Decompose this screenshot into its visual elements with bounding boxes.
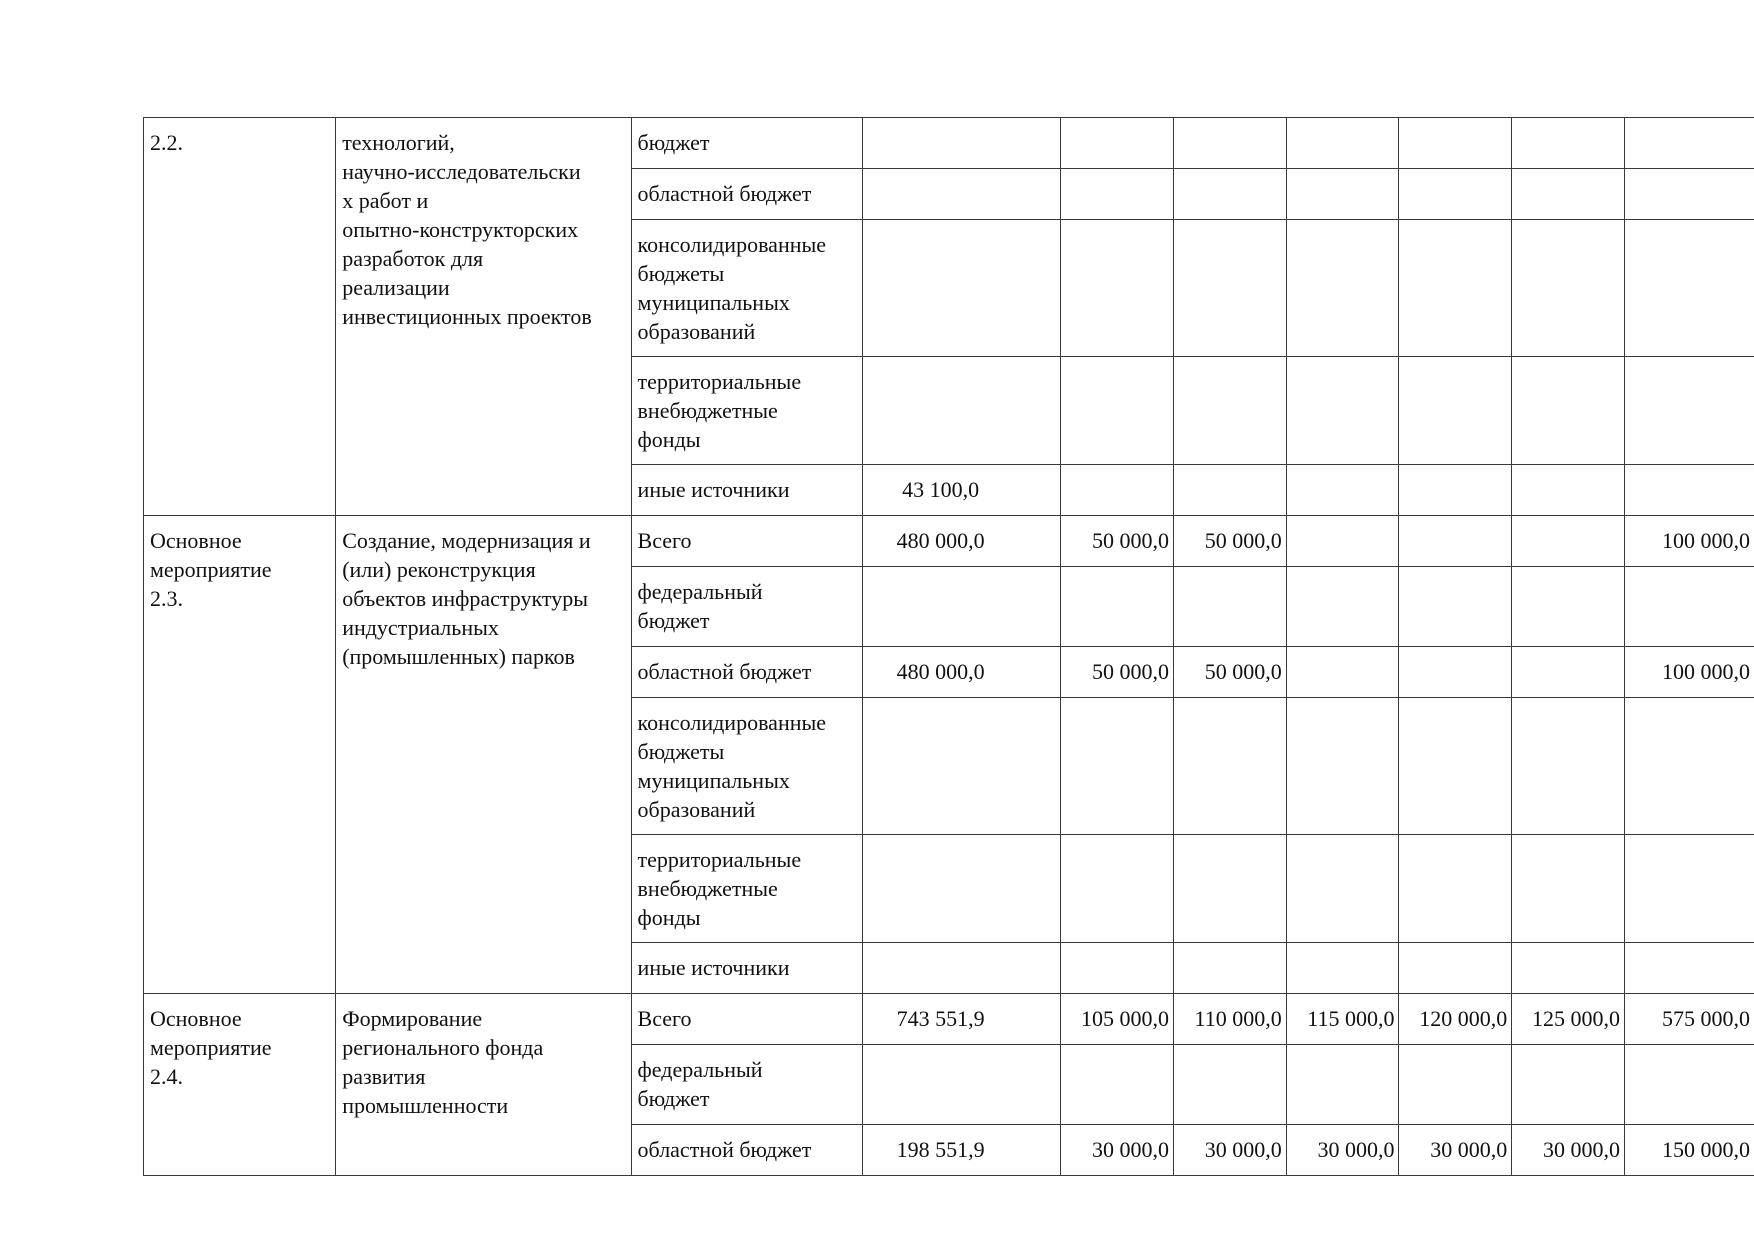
amount-cell xyxy=(1512,835,1625,943)
amount-cell xyxy=(1061,567,1174,647)
funding-source: федеральный бюджет xyxy=(631,567,863,647)
amount-cell xyxy=(1624,357,1754,465)
amount-cell xyxy=(1399,465,1512,516)
amount-cell: 50 000,0 xyxy=(1061,647,1174,698)
amount-cell: 105 000,0 xyxy=(1061,994,1174,1045)
amount-cell xyxy=(1061,698,1174,835)
amount-cell xyxy=(1512,943,1625,994)
amount-cell xyxy=(1286,943,1399,994)
amount-cell xyxy=(1173,1045,1286,1125)
funding-source: бюджет xyxy=(631,118,863,169)
funding-source: территориальные внебюджетные фонды xyxy=(631,357,863,465)
amount-cell xyxy=(1512,465,1625,516)
amount-cell: 50 000,0 xyxy=(1173,647,1286,698)
amount-cell xyxy=(1061,1045,1174,1125)
amount-cell xyxy=(1399,357,1512,465)
amount-cell xyxy=(863,169,1061,220)
amount-cell: 100 000,0 xyxy=(1624,647,1754,698)
amount-cell xyxy=(1286,357,1399,465)
amount-cell xyxy=(1286,1045,1399,1125)
measure-name: Формирование регионального фонда развития промышленности xyxy=(336,994,631,1176)
amount-cell xyxy=(1624,220,1754,357)
amount-cell xyxy=(1286,567,1399,647)
amount-cell: 125 000,0 xyxy=(1512,994,1625,1045)
amount-cell xyxy=(1512,698,1625,835)
amount-cell: 30 000,0 xyxy=(1061,1125,1174,1176)
table-row xyxy=(144,118,1754,169)
amount-cell xyxy=(1624,169,1754,220)
amount-cell xyxy=(1399,698,1512,835)
amount-cell: 30 000,0 xyxy=(1399,1125,1512,1176)
amount-cell xyxy=(1512,1045,1625,1125)
measure-code: Основное мероприятие 2.4. xyxy=(144,994,336,1176)
amount-cell xyxy=(1399,943,1512,994)
amount-cell: 150 000,0 xyxy=(1624,1125,1754,1176)
amount-cell xyxy=(1399,169,1512,220)
funding-source: иные источники xyxy=(631,465,863,516)
amount-cell xyxy=(1061,118,1174,169)
funding-source: областной бюджет xyxy=(631,647,863,698)
funding-source: федеральный бюджет xyxy=(631,1045,863,1125)
amount-cell xyxy=(1624,698,1754,835)
amount-cell xyxy=(1512,567,1625,647)
amount-cell xyxy=(863,220,1061,357)
amount-cell: 743 551,9 xyxy=(863,994,1061,1045)
amount-cell: 43 100,0 xyxy=(863,465,1061,516)
amount-cell xyxy=(1061,465,1174,516)
amount-cell xyxy=(1286,698,1399,835)
funding-source: территориальные внебюджетные фонды xyxy=(631,835,863,943)
amount-cell xyxy=(1173,943,1286,994)
measure-code: Основное мероприятие 2.3. xyxy=(144,516,336,994)
amount-cell xyxy=(863,698,1061,835)
funding-source: областной бюджет xyxy=(631,169,863,220)
amount-cell xyxy=(863,357,1061,465)
amount-cell xyxy=(1061,169,1174,220)
amount-cell xyxy=(1173,465,1286,516)
amount-cell xyxy=(1286,465,1399,516)
amount-cell xyxy=(1399,835,1512,943)
amount-cell xyxy=(863,567,1061,647)
amount-cell xyxy=(1286,118,1399,169)
amount-cell: 100 000,0 xyxy=(1624,516,1754,567)
amount-cell xyxy=(1399,220,1512,357)
amount-cell xyxy=(1173,357,1286,465)
funding-source: Всего xyxy=(631,516,863,567)
amount-cell xyxy=(1624,465,1754,516)
amount-cell xyxy=(1286,516,1399,567)
amount-cell xyxy=(1624,118,1754,169)
amount-cell xyxy=(1512,357,1625,465)
amount-cell xyxy=(1512,220,1625,357)
amount-cell xyxy=(1173,698,1286,835)
amount-cell xyxy=(1061,220,1174,357)
amount-cell xyxy=(1512,647,1625,698)
amount-cell xyxy=(1399,567,1512,647)
amount-cell xyxy=(1512,516,1625,567)
amount-cell xyxy=(1399,1045,1512,1125)
amount-cell xyxy=(1061,835,1174,943)
amount-cell: 50 000,0 xyxy=(1173,516,1286,567)
table-row xyxy=(144,994,1754,1045)
measure-code: 2.2. xyxy=(144,118,336,516)
amount-cell: 120 000,0 xyxy=(1399,994,1512,1045)
amount-cell xyxy=(1061,357,1174,465)
table-row xyxy=(144,516,1754,567)
amount-cell: 198 551,9 xyxy=(863,1125,1061,1176)
amount-cell: 115 000,0 xyxy=(1286,994,1399,1045)
amount-cell xyxy=(1624,943,1754,994)
funding-table xyxy=(143,117,1754,1176)
amount-cell xyxy=(1286,169,1399,220)
funding-source: Всего xyxy=(631,994,863,1045)
amount-cell xyxy=(863,118,1061,169)
measure-name: Создание, модернизация и (или) реконструкция объектов инфраструктуры индустриальных (промышленных) парков xyxy=(336,516,631,994)
amount-cell xyxy=(1286,647,1399,698)
amount-cell: 50 000,0 xyxy=(1061,516,1174,567)
funding-source: консолидированные бюджеты муниципальных образований xyxy=(631,220,863,357)
measure-name: технологий, научно-исследовательски х работ и опытно-конструкторских разработок для реализации инвестиционных проектов xyxy=(336,118,631,516)
amount-cell xyxy=(1173,835,1286,943)
amount-cell: 30 000,0 xyxy=(1286,1125,1399,1176)
amount-cell: 110 000,0 xyxy=(1173,994,1286,1045)
amount-cell xyxy=(1173,118,1286,169)
amount-cell xyxy=(1173,220,1286,357)
funding-source: областной бюджет xyxy=(631,1125,863,1176)
amount-cell xyxy=(1286,835,1399,943)
amount-cell xyxy=(1399,647,1512,698)
amount-cell xyxy=(1512,118,1625,169)
funding-source: консолидированные бюджеты муниципальных образований xyxy=(631,698,863,835)
amount-cell xyxy=(1624,567,1754,647)
amount-cell xyxy=(863,1045,1061,1125)
amount-cell xyxy=(1512,169,1625,220)
amount-cell xyxy=(1173,169,1286,220)
amount-cell xyxy=(1061,943,1174,994)
amount-cell: 480 000,0 xyxy=(863,516,1061,567)
funding-source: иные источники xyxy=(631,943,863,994)
amount-cell xyxy=(1624,1045,1754,1125)
amount-cell xyxy=(1286,220,1399,357)
amount-cell xyxy=(1399,118,1512,169)
amount-cell xyxy=(863,943,1061,994)
amount-cell xyxy=(1624,835,1754,943)
amount-cell xyxy=(1173,567,1286,647)
amount-cell: 30 000,0 xyxy=(1512,1125,1625,1176)
amount-cell: 575 000,0 xyxy=(1624,994,1754,1045)
amount-cell: 30 000,0 xyxy=(1173,1125,1286,1176)
amount-cell: 480 000,0 xyxy=(863,647,1061,698)
amount-cell xyxy=(1399,516,1512,567)
amount-cell xyxy=(863,835,1061,943)
